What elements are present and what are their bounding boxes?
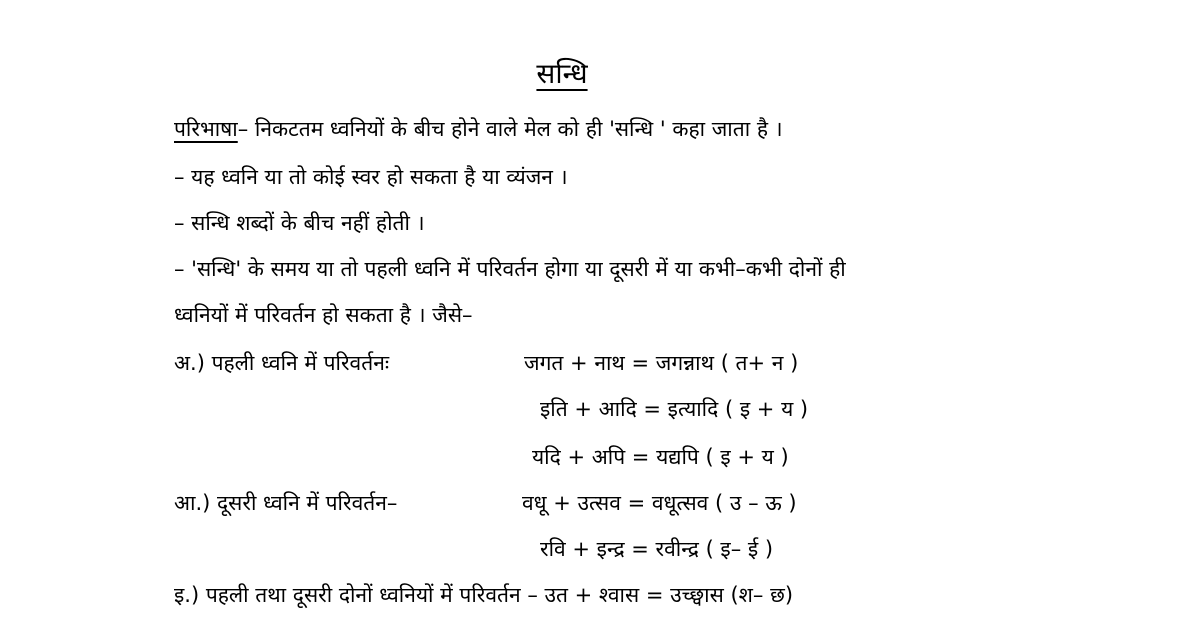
section-a-example-2: इति + आदि = इत्यादि ( इ + य )	[540, 397, 809, 421]
section-a-example-1: जगत + नाथ = जगन्नाथ ( त+ न )	[524, 351, 799, 375]
title-text: सन्धि	[536, 57, 588, 90]
point-3: – 'सन्धि' के समय या तो पहली ध्वनि में परिवर्तन होगा या दूसरी में या कभी–कभी दोनों ही	[174, 257, 846, 281]
section-b-example-2: रवि + इन्द्र = रवीन्द्र ( इ– ई )	[540, 537, 774, 561]
definition-line	[174, 114, 783, 144]
section-c-heading: इ.) पहली तथा दूसरी दोनों ध्वनियों में परिवर्तन – उत + श्वास = उच्छ्वास (श– छ)	[174, 583, 794, 607]
point-1: – यह ध्वनि या तो कोई स्वर हो सकता है या व्यंजन ।	[174, 165, 568, 189]
section-a-heading: अ.) पहली ध्वनि में परिवर्तनः	[174, 351, 390, 375]
point-2: – सन्धि शब्दों के बीच नहीं होती ।	[174, 211, 425, 235]
section-b-heading: आ.) दूसरी ध्वनि में परिवर्तन–	[174, 491, 398, 515]
section-b-example-1: वधू + उत्सव = वधूत्सव ( उ – ऊ )	[522, 491, 797, 515]
definition-text: – निकटतम ध्वनियों के बीच होने वाले मेल को ही 'सन्धि ' कहा जाता है ।	[237, 117, 783, 141]
section-a-example-3: यदि + अपि = यद्यपि ( इ + य )	[532, 445, 789, 469]
document-title	[0, 54, 1124, 94]
definition-label: परिभाषा	[174, 117, 238, 141]
point-3-continued: ध्वनियों में परिवर्तन हो सकता है । जैसे–	[174, 303, 473, 327]
